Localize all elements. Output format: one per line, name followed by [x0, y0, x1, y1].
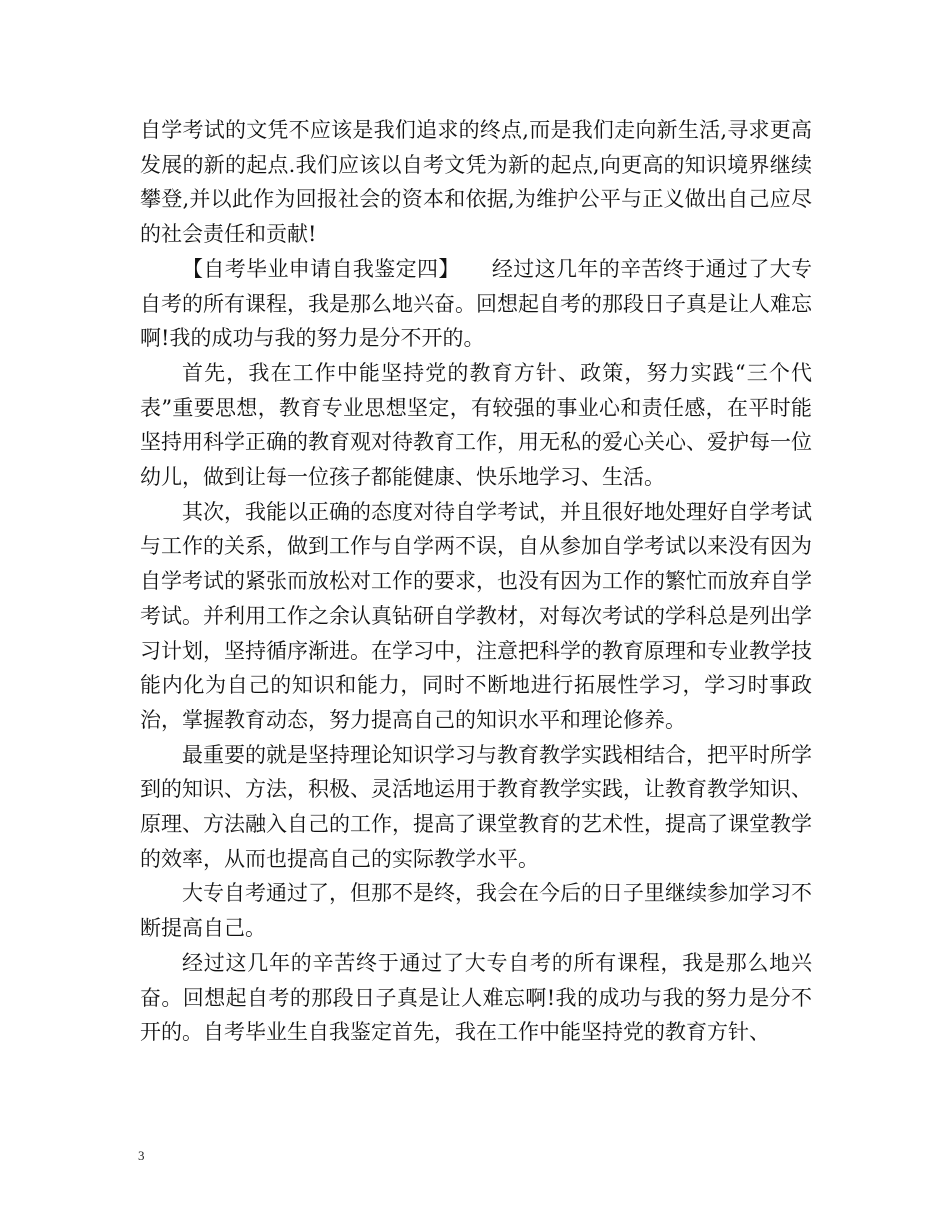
document-body — [140, 113, 812, 1050]
paragraph-conclusion: 大专自考通过了，但那不是终，我会在今后的日子里继续参加学习不断提高自己。 — [140, 881, 812, 941]
paragraph-first: 首先，我在工作中能坚持党的教育方针、政策，努力实践“三个代表”重要思想，教育专业思想坚定，有较强的事业心和责任感，在平时能坚持用科学正确的教育观对待教育工作，用无私的爱心关心、爱护每一位幼儿，做到让每一位孩子都能健康、快乐地学习、生活。 — [140, 360, 812, 490]
page-number: 3 — [138, 1148, 145, 1163]
paragraph-most-important: 最重要的就是坚持理论知识学习与教育教学实践相结合，把平时所学到的知识、方法，积极、灵活地运用于教育教学实践，让教育教学知识、原理、方法融入自己的工作，提高了课堂教育的艺术性，提高了课堂教学的效率，从而也提高自己的实际教学水平。 — [140, 742, 812, 871]
paragraph-continuation: 自学考试的文凭不应该是我们追求的终点,而是我们走向新生活,寻求更高发展的新的起点.我们应该以自考文凭为新的起点,向更高的知识境界继续攀登,并以此作为回报社会的资本和依据,为维护公平与正义做出自己应尽的社会责任和贡献! — [140, 118, 812, 247]
paragraph-second: 其次，我能以正确的态度对待自学考试，并且很好地处理好自学考试与工作的关系，做到工作与自学两不误，自从参加自学考试以来没有因为自学考试的紧张而放松对工作的要求，也没有因为工作的繁忙而放弃自学考试。并利用工作之余认真钻研自学教材，对每次考试的学科总是列出学习计划，坚持循序渐进。在学习中，注意把科学的教育原理和专业教学技能内化为自己的知识和能力，同时不断地进行拓展性学习，学习时事政治，掌握教育动态，努力提高自己的知识水平和理论修养。 — [140, 499, 812, 732]
paragraph-repeat: 经过这几年的辛苦终于通过了大专自考的所有课程，我是那么地兴奋。回想起自考的那段日子真是让人难忘啊!我的成功与我的努力是分不开的。自考毕业生自我鉴定首先，我在工作中能坚持党的教育方针、 — [140, 950, 812, 1045]
paragraph-section-heading: 【自考毕业申请自我鉴定四】 经过这几年的辛苦终于通过了大专自考的所有课程，我是那么地兴奋。回想起自考的那段日子真是让人难忘啊!我的成功与我的努力是分不开的。 — [140, 256, 812, 351]
